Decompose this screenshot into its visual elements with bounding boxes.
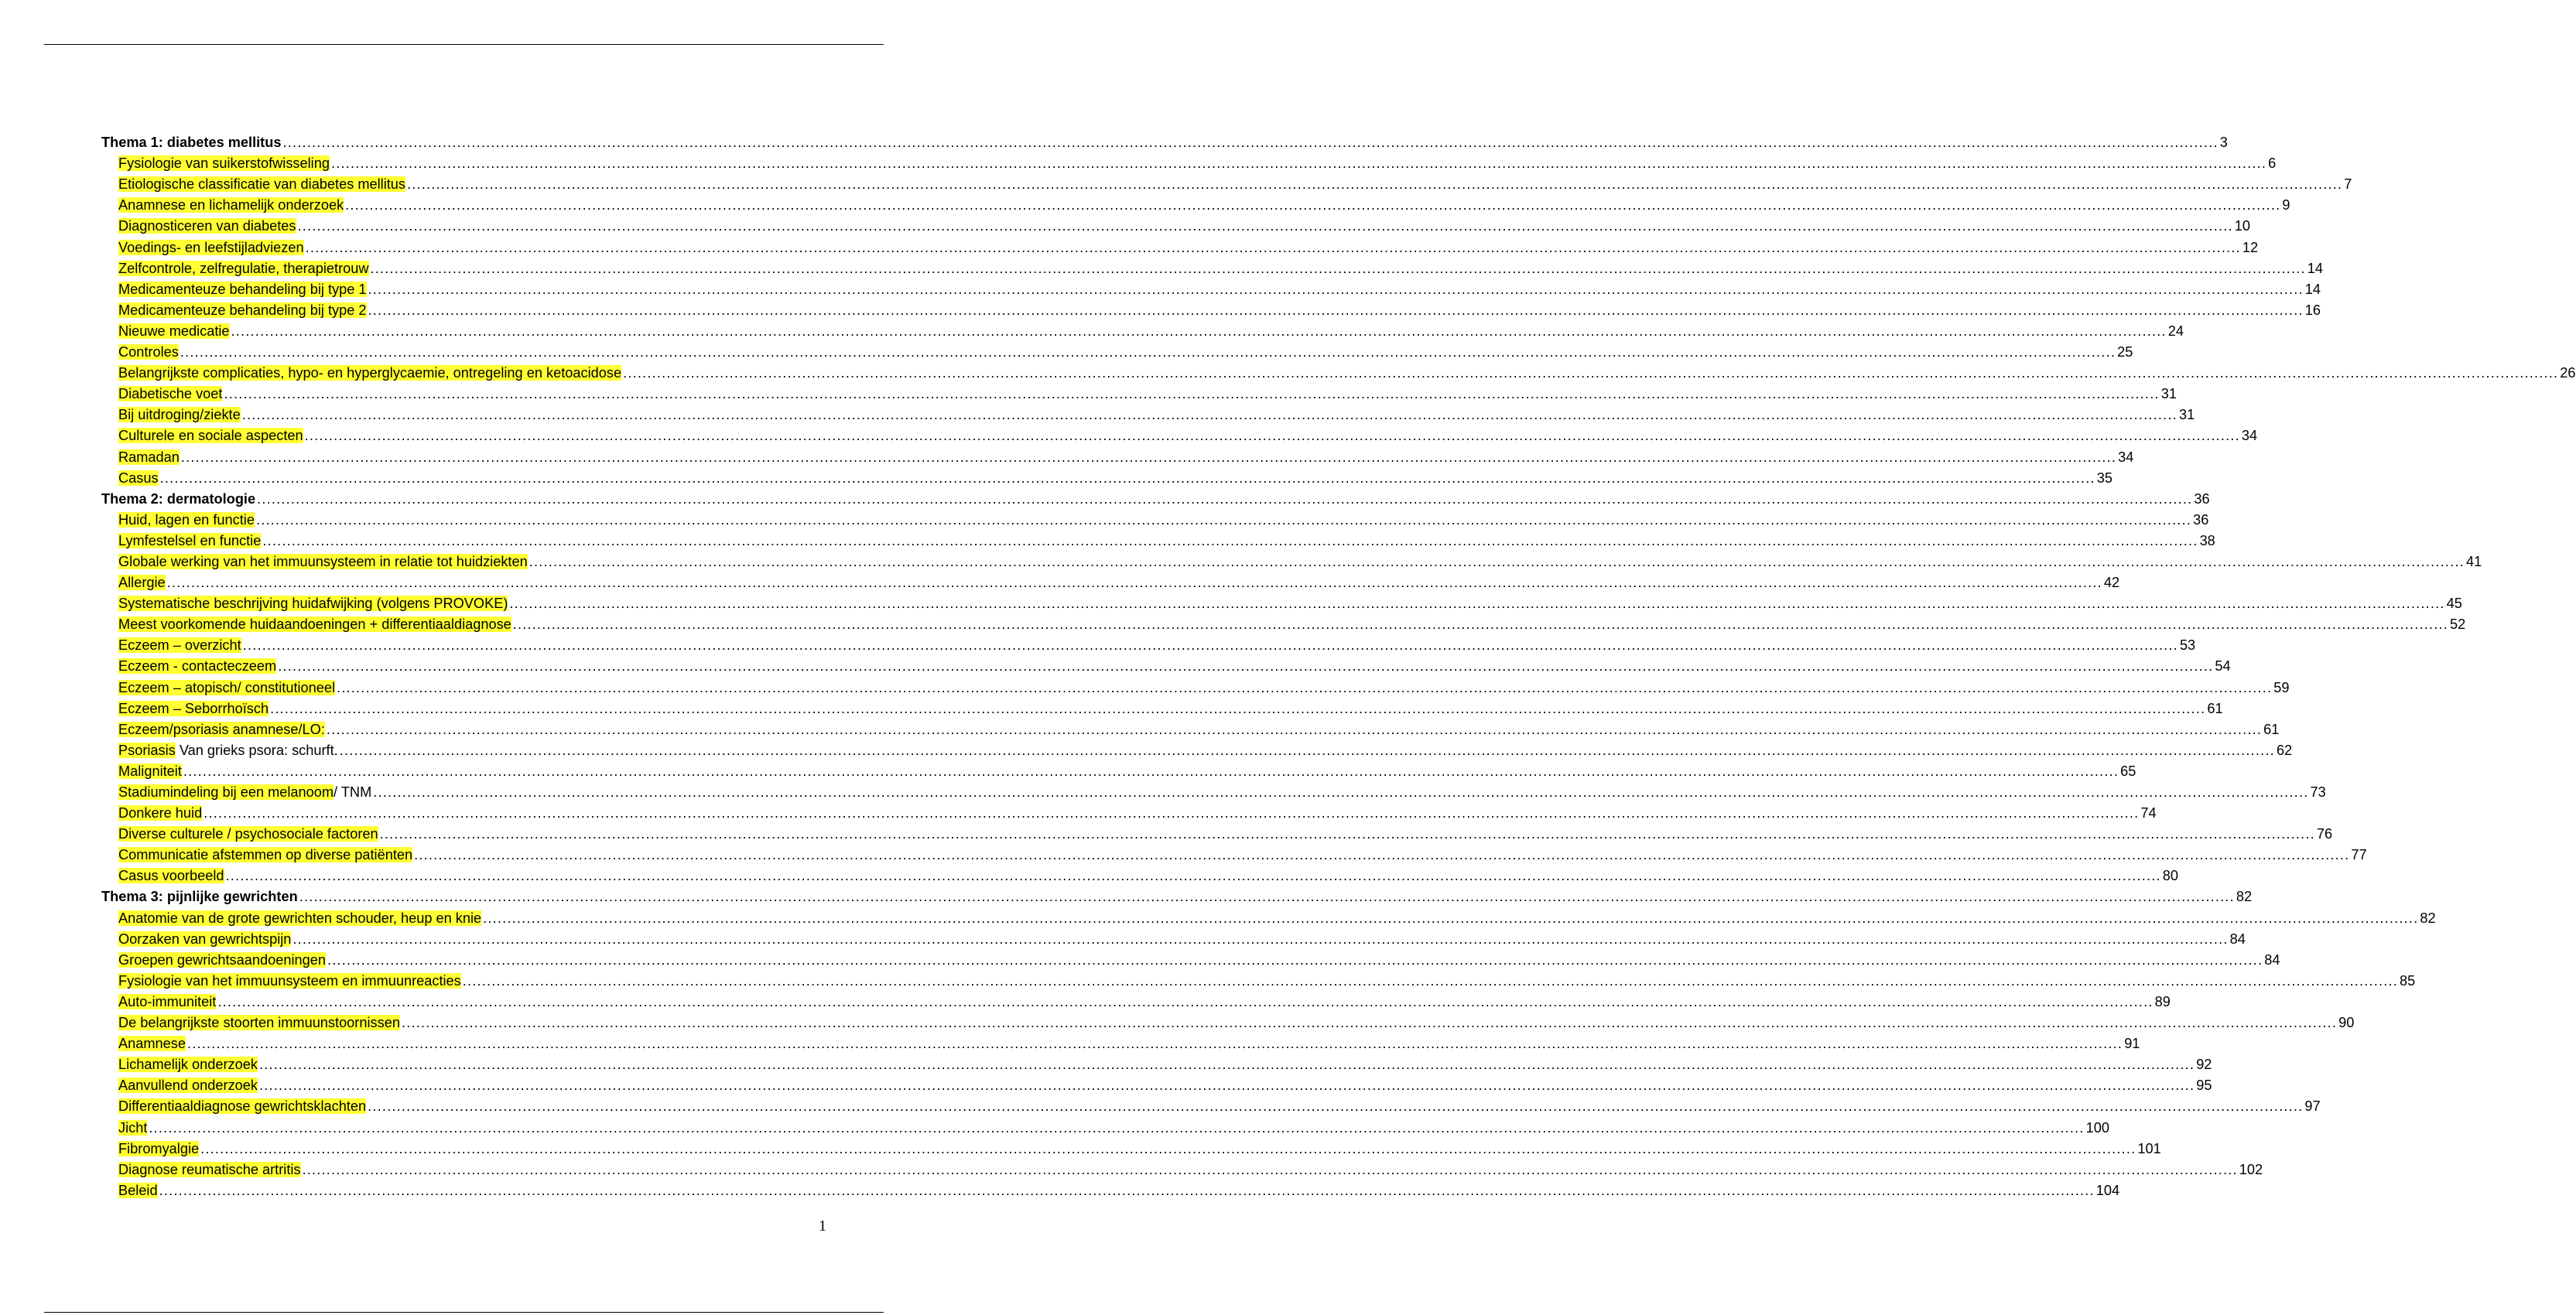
toc-page-number: 84 xyxy=(2229,931,2246,947)
toc-entry-title xyxy=(118,910,481,927)
toc-entry-title xyxy=(118,846,412,863)
toc-page-number: 61 xyxy=(2263,721,2280,737)
highlighted-text: Etiologische classificatie van diabetes mellitus xyxy=(118,176,406,193)
toc-entry[interactable] xyxy=(101,256,2323,277)
toc-leader-dots: ................................................................................................................................................................................................................................................................................................................................................................................................................ xyxy=(401,1015,2338,1031)
toc-page-number: 36 xyxy=(2193,511,2209,528)
toc-entry-title xyxy=(118,1077,258,1094)
toc-entry-title xyxy=(118,1182,158,1199)
toc-entry[interactable] xyxy=(101,738,2293,759)
toc-leader-dots: ................................................................................................................................................................................................................................................................................................................................................................................................................ xyxy=(255,511,2192,528)
toc-page-number: 31 xyxy=(2160,386,2177,402)
toc-page-number: 95 xyxy=(2196,1078,2212,1094)
toc-leader-dots: ................................................................................................................................................................................................................................................................................................................................................................................................................ xyxy=(257,490,2193,507)
toc-entry[interactable] xyxy=(101,717,2280,738)
toc-entry-title xyxy=(118,217,296,234)
toc-page-number: 53 xyxy=(2179,637,2196,654)
highlighted-text: Communicatie afstemmen op diverse patiënten xyxy=(118,847,413,863)
toc-entry[interactable] xyxy=(101,591,2462,612)
toc-entry[interactable] xyxy=(101,528,2215,549)
toc-leader-dots: ................................................................................................................................................................................................................................................................................................................................................................................................................ xyxy=(483,910,2419,926)
toc-entry[interactable] xyxy=(101,1052,2212,1073)
toc-entry-title xyxy=(118,679,335,696)
toc-entry[interactable] xyxy=(101,277,2321,298)
toc-entry[interactable] xyxy=(101,1178,2120,1199)
toc-entry[interactable] xyxy=(101,570,2120,591)
highlighted-text: Globale werking van het immuunsysteem in relatie tot huidziekten xyxy=(118,553,528,569)
toc-leader-dots: ................................................................................................................................................................................................................................................................................................................................................................................................................ xyxy=(330,155,2267,172)
toc-leader-dots: ................................................................................................................................................................................................................................................................................................................................................................................................................ xyxy=(241,407,2177,423)
toc-page-number: 3 xyxy=(2219,135,2228,151)
toc-leader-dots: ................................................................................................................................................................................................................................................................................................................................................................................................................ xyxy=(180,344,2116,360)
highlighted-text: Nieuwe medicatie xyxy=(118,323,230,339)
toc-entry-title xyxy=(118,658,276,675)
toc-theme-entry[interactable] xyxy=(101,130,2228,151)
toc-leader-dots: ................................................................................................................................................................................................................................................................................................................................................................................................................ xyxy=(217,993,2154,1009)
toc-leader-dots: ................................................................................................................................................................................................................................................................................................................................................................................................................ xyxy=(180,449,2117,465)
header-rule xyxy=(44,44,884,45)
toc-entry[interactable] xyxy=(101,507,2209,528)
highlighted-text: Fysiologie van suikerstofwisseling xyxy=(118,155,330,172)
toc-entry[interactable] xyxy=(101,821,2333,842)
toc-entry-title xyxy=(118,427,303,444)
toc-entry[interactable] xyxy=(101,423,2258,444)
title-text: Thema 3: pijnlijke gewrichten xyxy=(101,889,298,905)
toc-entry-title xyxy=(118,406,241,423)
highlighted-text: Psoriasis xyxy=(118,742,176,758)
highlighted-text: Allergie xyxy=(118,575,166,591)
highlighted-text: Eczeem – atopisch/ constitutioneel xyxy=(118,679,336,695)
toc-entry-title xyxy=(118,972,461,989)
toc-leader-dots: ................................................................................................................................................................................................................................................................................................................................................................................................................ xyxy=(414,847,2350,863)
toc-leader-dots: ................................................................................................................................................................................................................................................................................................................................................................................................................ xyxy=(304,428,2240,444)
highlighted-text: Ramadan xyxy=(118,449,180,465)
toc-entry[interactable] xyxy=(101,151,2277,172)
toc-page-number: 62 xyxy=(2276,742,2293,758)
toc-entry-title xyxy=(118,867,224,884)
toc-leader-dots: ................................................................................................................................................................................................................................................................................................................................................................................................................ xyxy=(370,260,2306,276)
toc-entry[interactable] xyxy=(101,298,2321,319)
toc-page-number: 85 xyxy=(2400,972,2416,989)
toc-page-number: 59 xyxy=(2273,679,2290,695)
toc-entry[interactable] xyxy=(101,1115,2109,1136)
toc-leader-dots: ................................................................................................................................................................................................................................................................................................................................................................................................................ xyxy=(339,742,2275,758)
highlighted-text: Lymfestelsel en functie xyxy=(118,532,262,548)
title-text: Thema 1: diabetes mellitus xyxy=(101,135,282,151)
toc-entry[interactable] xyxy=(101,549,2482,570)
toc-entry[interactable] xyxy=(101,842,2367,863)
highlighted-text: Differentiaaldiagnose gewrichtsklachten xyxy=(118,1098,367,1115)
toc-leader-dots: ................................................................................................................................................................................................................................................................................................................................................................................................................ xyxy=(186,1036,2123,1052)
highlighted-text: Casus xyxy=(118,470,159,486)
toc-entry-title xyxy=(101,490,255,507)
toc-entry-title xyxy=(118,196,344,213)
toc-entry-title xyxy=(118,449,180,466)
highlighted-text: Meest voorkomende huidaandoeningen + differentiaaldiagnose xyxy=(118,617,511,633)
toc-entry[interactable] xyxy=(101,612,2466,633)
toc-entry-title xyxy=(118,616,511,633)
toc-leader-dots: ................................................................................................................................................................................................................................................................................................................................................................................................................ xyxy=(231,323,2167,339)
toc-entry-title xyxy=(118,993,216,1010)
toc-entry-title xyxy=(118,784,371,801)
toc-entry-title xyxy=(118,931,291,948)
toc-page-number: 104 xyxy=(2095,1182,2120,1198)
toc-entry-title xyxy=(118,1098,366,1115)
toc-entry-title xyxy=(118,302,367,319)
toc-entry-title xyxy=(118,574,166,591)
highlighted-text: Diagnosticeren van diabetes xyxy=(118,218,296,234)
toc-entry-title xyxy=(118,470,159,487)
title-text: Thema 2: dermatologie xyxy=(101,490,256,507)
toc-page-number: 38 xyxy=(2199,532,2215,548)
highlighted-text: Bij uitdroging/ziekte xyxy=(118,407,241,423)
toc-page-number: 92 xyxy=(2196,1057,2212,1073)
highlighted-text: Medicamenteuze behandeling bij type 1 xyxy=(118,281,367,297)
toc-entry[interactable] xyxy=(101,213,2250,234)
highlighted-text: Anamnese xyxy=(118,1036,186,1052)
footer-rule xyxy=(44,1312,884,1313)
toc-entry-title xyxy=(118,804,202,821)
toc-leader-dots: ................................................................................................................................................................................................................................................................................................................................................................................................................ xyxy=(159,1182,2095,1198)
toc-leader-dots: ................................................................................................................................................................................................................................................................................................................................................................................................................ xyxy=(407,176,2343,193)
toc-entry-title xyxy=(118,1056,258,1073)
toc-entry-title xyxy=(118,176,405,193)
toc-leader-dots: ................................................................................................................................................................................................................................................................................................................................................................................................................ xyxy=(512,617,2449,633)
highlighted-text: Diagnose reumatische artritis xyxy=(118,1161,301,1177)
toc-page-number: 34 xyxy=(2118,449,2134,465)
toc-entry[interactable] xyxy=(101,759,2136,780)
toc-leader-dots: ................................................................................................................................................................................................................................................................................................................................................................................................................ xyxy=(183,763,2119,779)
highlighted-text: Fysiologie van het immuunsysteem en immuunreacties xyxy=(118,972,461,989)
highlighted-text: Diverse culturele / psychosociale factoren xyxy=(118,826,378,842)
highlighted-text: Casus voorbeeld xyxy=(118,868,224,884)
toc-leader-dots: ................................................................................................................................................................................................................................................................................................................................................................................................................ xyxy=(278,658,2214,675)
highlighted-text: Eczeem/psoriasis anamnese/LO: xyxy=(118,721,325,737)
toc-entry-title xyxy=(118,281,367,298)
toc-page-number: 89 xyxy=(2154,993,2171,1009)
highlighted-text: Anatomie van de grote gewrichten schouder, heup en knie xyxy=(118,910,482,926)
highlighted-text: Eczeem – Seborrhoïsch xyxy=(118,700,269,716)
highlighted-text: Stadiumindeling bij een melanoom xyxy=(118,784,334,800)
toc-entry-title xyxy=(118,364,621,381)
title-text: Van grieks psora: schurft. xyxy=(175,742,338,758)
toc-page-number: 14 xyxy=(2304,281,2321,297)
highlighted-text: Jicht xyxy=(118,1119,148,1136)
toc-leader-dots: ................................................................................................................................................................................................................................................................................................................................................................................................................ xyxy=(509,596,2445,612)
toc-entry-title xyxy=(118,1161,301,1178)
toc-entry-title xyxy=(118,155,330,172)
toc-leader-dots: ................................................................................................................................................................................................................................................................................................................................................................................................................ xyxy=(242,637,2178,654)
toc-leader-dots: ................................................................................................................................................................................................................................................................................................................................................................................................................ xyxy=(299,889,2235,905)
toc-page-number: 80 xyxy=(2162,868,2178,884)
highlighted-text: Oorzaken van gewrichtspijn xyxy=(118,931,292,947)
toc-page-number: 82 xyxy=(2236,889,2253,905)
toc-page-number: 36 xyxy=(2194,490,2210,507)
toc-leader-dots: ................................................................................................................................................................................................................................................................................................................................................................................................................ xyxy=(368,1098,2304,1115)
toc-entry-title xyxy=(118,595,508,612)
page-number: 1 xyxy=(819,1218,826,1235)
toc-page-number: 41 xyxy=(2465,553,2482,569)
highlighted-text: Culturele en sociale aspecten xyxy=(118,428,303,444)
highlighted-text: Huid, lagen en functie xyxy=(118,511,255,528)
highlighted-text: Groepen gewrichtsaandoeningen xyxy=(118,951,326,968)
toc-leader-dots: ................................................................................................................................................................................................................................................................................................................................................................................................................ xyxy=(327,951,2263,968)
toc-leader-dots: ................................................................................................................................................................................................................................................................................................................................................................................................................ xyxy=(159,470,2095,486)
toc-entry[interactable] xyxy=(101,466,2113,487)
toc-leader-dots: ................................................................................................................................................................................................................................................................................................................................................................................................................ xyxy=(305,239,2241,255)
highlighted-text: Systematische beschrijving huidafwijking (volgens PROVOKE) xyxy=(118,596,508,612)
toc-entry-title xyxy=(118,1140,199,1157)
toc-entry-title xyxy=(118,742,338,759)
toc-entry[interactable] xyxy=(101,340,2133,360)
toc-entry[interactable] xyxy=(101,234,2259,255)
toc-leader-dots: ................................................................................................................................................................................................................................................................................................................................................................................................................ xyxy=(345,197,2281,213)
toc-entry[interactable] xyxy=(101,172,2352,193)
toc-theme-entry[interactable] xyxy=(101,487,2210,507)
toc-leader-dots: ................................................................................................................................................................................................................................................................................................................................................................................................................ xyxy=(462,972,2398,989)
highlighted-text: Aanvullend onderzoek xyxy=(118,1078,258,1094)
toc-page-number: 42 xyxy=(2103,575,2120,591)
highlighted-text: Beleid xyxy=(118,1182,158,1198)
toc-page-number: 82 xyxy=(2420,910,2436,926)
toc-leader-dots: ................................................................................................................................................................................................................................................................................................................................................................................................................ xyxy=(224,386,2160,402)
toc-entry-title xyxy=(118,637,241,654)
toc-leader-dots: ................................................................................................................................................................................................................................................................................................................................................................................................................ xyxy=(373,784,2309,800)
toc-page-number: 100 xyxy=(2085,1119,2109,1136)
highlighted-text: Anamnese en lichamelijk onderzoek xyxy=(118,197,344,213)
toc-page-number: 91 xyxy=(2124,1036,2140,1052)
toc-page-number: 34 xyxy=(2241,428,2258,444)
toc-leader-dots: ................................................................................................................................................................................................................................................................................................................................................................................................................ xyxy=(258,1057,2195,1073)
toc-page-number: 101 xyxy=(2137,1140,2161,1156)
toc-page-number: 61 xyxy=(2207,700,2223,716)
toc-entry-title xyxy=(118,385,222,402)
toc-page-number: 77 xyxy=(2351,847,2367,863)
toc-entry-title xyxy=(118,721,325,738)
toc-page-number: 9 xyxy=(2282,197,2290,213)
highlighted-text: Zelfcontrole, zelfregulatie, therapietrouw xyxy=(118,260,369,276)
toc-page-number: 65 xyxy=(2120,763,2136,779)
toc-entry-title xyxy=(118,1119,147,1136)
highlighted-text: Fibromyalgie xyxy=(118,1140,200,1156)
toc-entry-title xyxy=(118,825,378,842)
highlighted-text: Voedings- en leefstijladviezen xyxy=(118,239,304,255)
highlighted-text: Donkere huid xyxy=(118,805,203,821)
toc-leader-dots: ................................................................................................................................................................................................................................................................................................................................................................................................................ xyxy=(282,135,2219,151)
toc-page-number: 26 xyxy=(2560,365,2576,381)
toc-entry-title xyxy=(101,888,298,905)
toc-leader-dots: ................................................................................................................................................................................................................................................................................................................................................................................................................ xyxy=(166,575,2102,591)
toc-entry[interactable] xyxy=(101,444,2134,465)
toc-entry-title xyxy=(118,239,304,256)
toc-page-number: 25 xyxy=(2117,344,2133,360)
toc-entry[interactable] xyxy=(101,381,2177,402)
toc-page-number: 6 xyxy=(2268,155,2277,172)
highlighted-text: Maligniteit xyxy=(118,763,182,779)
highlighted-text: Controles xyxy=(118,344,179,360)
highlighted-text: Eczeem - contacteczeem xyxy=(118,658,277,675)
toc-page-number: 7 xyxy=(2344,176,2352,193)
toc-entry-title xyxy=(118,553,528,570)
toc-page-number: 76 xyxy=(2316,826,2333,842)
toc-entry[interactable] xyxy=(101,1010,2355,1031)
toc-entry[interactable] xyxy=(101,801,2157,821)
toc-entry-title xyxy=(118,323,230,340)
toc-page-number: 16 xyxy=(2304,302,2321,318)
toc-entry-title xyxy=(118,511,255,528)
toc-entry[interactable] xyxy=(101,1031,2140,1052)
toc-page-number: 84 xyxy=(2264,951,2280,968)
toc-page-number: 102 xyxy=(2239,1161,2263,1177)
toc-leader-dots: ................................................................................................................................................................................................................................................................................................................................................................................................................ xyxy=(258,1078,2195,1094)
toc-page-number: 35 xyxy=(2096,470,2113,486)
toc-page-number: 52 xyxy=(2450,617,2466,633)
table-of-contents xyxy=(101,130,2576,1199)
toc-leader-dots: ................................................................................................................................................................................................................................................................................................................................................................................................................ xyxy=(200,1140,2136,1156)
toc-leader-dots: ................................................................................................................................................................................................................................................................................................................................................................................................................ xyxy=(623,365,2559,381)
highlighted-text: Medicamenteuze behandeling bij type 2 xyxy=(118,302,367,318)
toc-page-number: 90 xyxy=(2338,1015,2355,1031)
toc-leader-dots: ................................................................................................................................................................................................................................................................................................................................................................................................................ xyxy=(368,281,2304,297)
toc-page-number: 54 xyxy=(2215,658,2231,675)
toc-entry-title xyxy=(118,700,269,717)
toc-leader-dots: ................................................................................................................................................................................................................................................................................................................................................................................................................ xyxy=(326,721,2263,737)
toc-leader-dots: ................................................................................................................................................................................................................................................................................................................................................................................................................ xyxy=(368,302,2304,318)
toc-page-number: 97 xyxy=(2304,1098,2321,1115)
toc-entry-title xyxy=(118,532,261,549)
toc-leader-dots: ................................................................................................................................................................................................................................................................................................................................................................................................................ xyxy=(529,553,2465,569)
toc-page-number: 31 xyxy=(2178,407,2195,423)
toc-entry[interactable] xyxy=(101,1157,2263,1178)
highlighted-text: De belangrijkste stoorten immuunstoornissen xyxy=(118,1015,400,1031)
toc-entry-title xyxy=(118,343,179,360)
toc-entry[interactable] xyxy=(101,402,2195,423)
highlighted-text: Lichamelijk onderzoek xyxy=(118,1057,258,1073)
toc-page-number: 73 xyxy=(2310,784,2326,800)
title-text: / TNM xyxy=(334,784,372,800)
toc-leader-dots: ................................................................................................................................................................................................................................................................................................................................................................................................................ xyxy=(225,868,2161,884)
highlighted-text: Diabetische voet xyxy=(118,386,223,402)
toc-entry[interactable] xyxy=(101,863,2178,884)
toc-entry-title xyxy=(118,260,369,277)
toc-entry[interactable] xyxy=(101,1073,2212,1094)
toc-entry[interactable] xyxy=(101,654,2231,675)
toc-entry[interactable] xyxy=(101,193,2290,213)
toc-entry-title xyxy=(118,951,326,968)
toc-page-number: 45 xyxy=(2446,596,2462,612)
toc-theme-entry[interactable] xyxy=(101,884,2253,905)
toc-entry[interactable] xyxy=(101,948,2280,968)
toc-entry[interactable] xyxy=(101,780,2326,801)
toc-entry[interactable] xyxy=(101,675,2290,695)
toc-entry[interactable] xyxy=(101,360,2576,381)
toc-leader-dots: ................................................................................................................................................................................................................................................................................................................................................................................................................ xyxy=(262,532,2198,548)
toc-page-number: 12 xyxy=(2242,239,2259,255)
highlighted-text: Eczeem – overzicht xyxy=(118,637,241,654)
toc-leader-dots: ................................................................................................................................................................................................................................................................................................................................................................................................................ xyxy=(379,826,2315,842)
toc-leader-dots: ................................................................................................................................................................................................................................................................................................................................................................................................................ xyxy=(337,679,2273,695)
toc-leader-dots: ................................................................................................................................................................................................................................................................................................................................................................................................................ xyxy=(302,1161,2238,1177)
toc-leader-dots: ................................................................................................................................................................................................................................................................................................................................................................................................................ xyxy=(292,931,2229,947)
toc-page-number: 10 xyxy=(2234,218,2250,234)
toc-entry-title xyxy=(118,1035,186,1052)
toc-leader-dots: ................................................................................................................................................................................................................................................................................................................................................................................................................ xyxy=(204,805,2140,821)
toc-leader-dots: ................................................................................................................................................................................................................................................................................................................................................................................................................ xyxy=(149,1119,2085,1136)
toc-entry[interactable] xyxy=(101,696,2223,717)
toc-page-number: 24 xyxy=(2167,323,2184,339)
toc-entry[interactable] xyxy=(101,319,2184,340)
toc-page-number: 74 xyxy=(2140,805,2157,821)
toc-leader-dots: ................................................................................................................................................................................................................................................................................................................................................................................................................ xyxy=(297,218,2233,234)
toc-entry[interactable] xyxy=(101,633,2196,654)
highlighted-text: Auto-immuniteit xyxy=(118,993,217,1009)
toc-entry[interactable] xyxy=(101,1094,2321,1115)
toc-entry-title xyxy=(118,763,182,780)
toc-entry[interactable] xyxy=(101,905,2436,926)
toc-entry[interactable] xyxy=(101,1136,2161,1157)
toc-page-number: 14 xyxy=(2307,260,2323,276)
highlighted-text: Belangrijkste complicaties, hypo- en hyperglycaemie, ontregeling en ketoacidose xyxy=(118,365,622,381)
toc-entry[interactable] xyxy=(101,989,2171,1010)
toc-entry-title xyxy=(101,134,281,151)
toc-leader-dots: ................................................................................................................................................................................................................................................................................................................................................................................................................ xyxy=(270,700,2206,716)
toc-entry[interactable] xyxy=(101,968,2416,989)
toc-entry[interactable] xyxy=(101,927,2246,948)
toc-entry-title xyxy=(118,1014,400,1031)
